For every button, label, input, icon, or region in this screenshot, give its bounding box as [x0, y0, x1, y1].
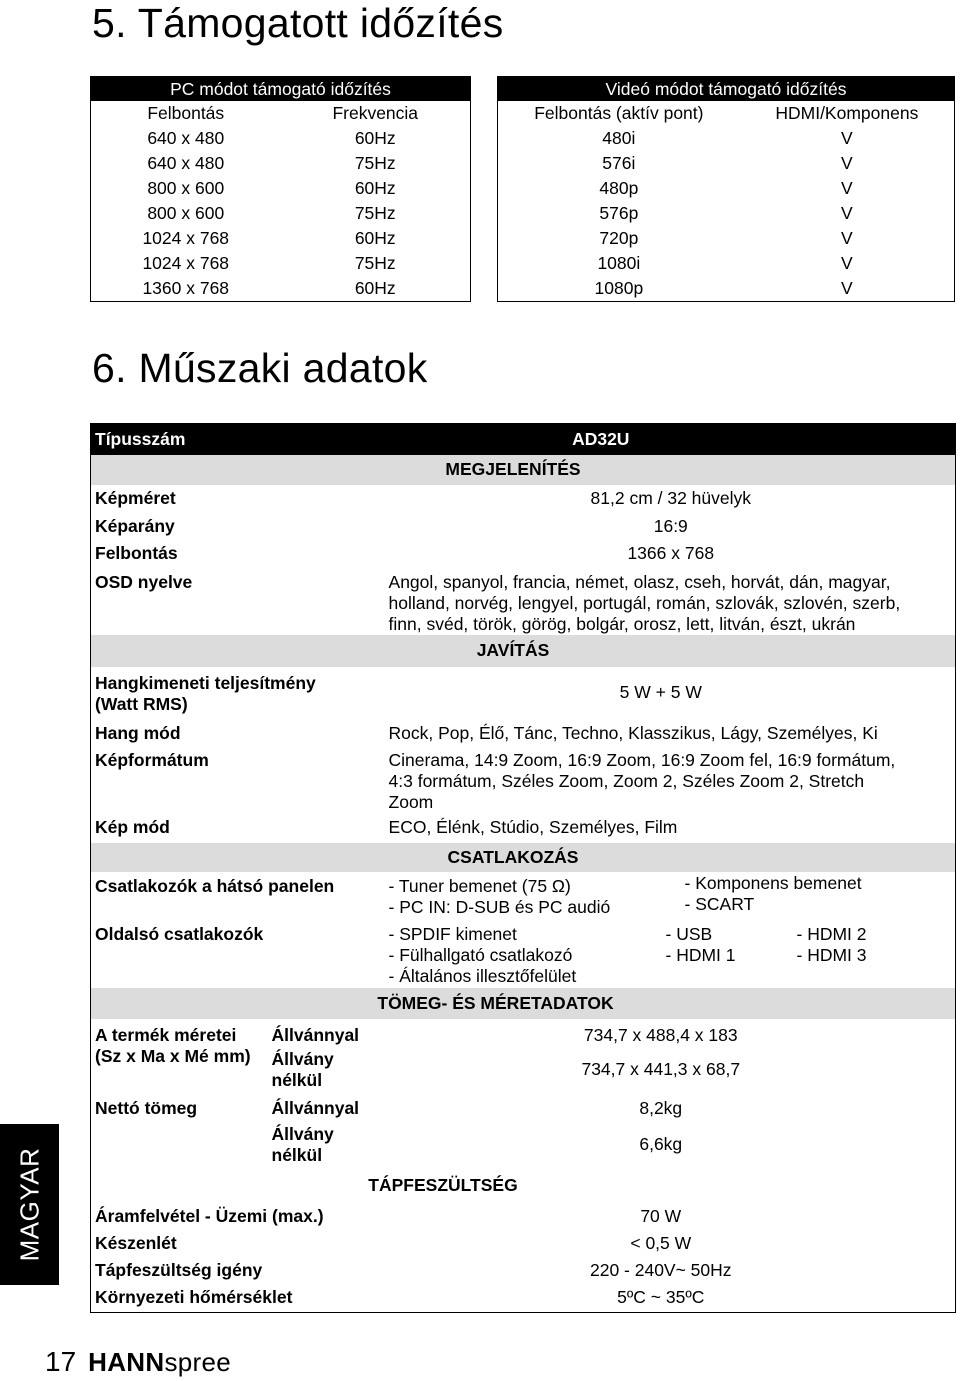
brand-logo	[88, 1347, 231, 1378]
standby-label: Készenlét	[95, 1232, 177, 1253]
supply-label: Tápfeszültség igény	[95, 1259, 263, 1280]
video-timing-table	[497, 76, 955, 302]
page-footer	[45, 1343, 231, 1381]
table-row	[91, 251, 471, 276]
video-table-title: Videó módot támogató időzítés	[498, 77, 955, 102]
table-cell: 60Hz	[354, 278, 396, 298]
table-cell: 640 x 480	[147, 128, 225, 148]
side-connector-item: - USB	[665, 923, 713, 944]
table-cell: 480p	[599, 178, 639, 198]
video-col-header: HDMI/Komponens	[775, 103, 919, 123]
section-repair: JAVÍTÁS	[476, 640, 550, 660]
table-row	[91, 226, 471, 251]
table-cell: 800 x 600	[147, 203, 225, 223]
power-on-value: 70 W	[640, 1205, 682, 1226]
model-label: Típusszám	[91, 424, 387, 455]
table-row	[91, 176, 471, 201]
table-row	[91, 126, 471, 151]
picture-format-line: 4:3 formátum, Széles Zoom, Zoom 2, Széles Zoom 2, Stretch	[388, 770, 865, 791]
weight-with-stand-label: Állvánnyal	[271, 1097, 360, 1118]
table-row	[91, 151, 471, 176]
rear-connector-item: - Tuner bemenet (75 Ω)	[388, 875, 571, 896]
table-cell: 1024 x 768	[142, 253, 230, 273]
weight-without-stand-label	[266, 1121, 387, 1169]
side-connector-item: - HDMI 3	[796, 944, 867, 965]
rear-connectors-label: Csatlakozók a hátsó panelen	[95, 875, 335, 896]
side-connector-item: - HDMI 1	[665, 944, 736, 965]
table-cell: V	[841, 253, 853, 273]
audio-output-label	[91, 667, 387, 719]
net-weight-label: Nettó tömeg	[95, 1097, 198, 1118]
dims-with-stand-label: Állvánnyal	[271, 1024, 360, 1045]
weight-with-stand-value: 8,2kg	[639, 1097, 683, 1118]
without-stand-line: nélkül	[271, 1069, 323, 1090]
side-connector-item: - HDMI 2	[796, 923, 867, 944]
section-display: MEGJELENÍTÉS	[445, 459, 581, 479]
table-row	[498, 176, 955, 201]
video-col-header: Felbontás (aktív pont)	[534, 103, 704, 123]
side-connector-item: - Általános illesztőfelület	[388, 965, 577, 986]
temperature-value: 5ºC ~ 35ºC	[617, 1286, 705, 1307]
temperature-label: Környezeti hőmérséklet	[95, 1286, 293, 1307]
section-power: TÁPFESZÜLTSÉG	[368, 1175, 518, 1195]
sound-mode-value: Rock, Pop, Élő, Tánc, Techno, Klasszikus, Lágy, Személyes, Ki	[388, 722, 878, 743]
table-cell: 60Hz	[354, 228, 396, 248]
table-cell: V	[841, 228, 853, 248]
table-cell: 1360 x 768	[142, 278, 230, 298]
supply-value: 220 - 240V~ 50Hz	[589, 1259, 732, 1280]
screen-size-value: 81,2 cm / 32 hüvelyk	[590, 487, 752, 508]
audio-output-label-line: (Watt RMS)	[95, 693, 188, 714]
osd-line: Angol, spanyol, francia, német, olasz, cseh, horvát, dán, magyar,	[388, 571, 891, 592]
table-cell: 60Hz	[354, 178, 396, 198]
table-cell: 480i	[602, 128, 636, 148]
table-cell: V	[841, 128, 853, 148]
pc-col-header: Frekvencia	[332, 103, 419, 123]
pc-col-header: Felbontás	[147, 103, 225, 123]
table-row	[498, 201, 955, 226]
model-value: AD32U	[387, 424, 956, 455]
section-title-specs: 6. Műszaki adatok	[92, 345, 428, 391]
side-connectors-value	[387, 920, 956, 988]
table-cell: 75Hz	[354, 253, 396, 273]
table-cell: 1080i	[597, 253, 641, 273]
osd-value	[387, 567, 956, 635]
table-row	[498, 151, 955, 176]
table-row	[498, 126, 955, 151]
pc-timing-table	[90, 76, 471, 302]
audio-output-value: 5 W + 5 W	[619, 682, 702, 702]
picture-format-label: Képformátum	[95, 749, 209, 770]
dims-without-stand-label	[266, 1046, 387, 1094]
dimensions-label	[91, 1019, 266, 1094]
section-connectors: CSATLAKOZÁS	[447, 846, 579, 867]
resolution-value: 1366 x 768	[627, 542, 715, 563]
table-row	[91, 276, 471, 302]
side-connector-item: - Fülhallgató csatlakozó	[388, 944, 573, 965]
dims-with-stand-value: 734,7 x 488,4 x 183	[583, 1024, 738, 1045]
pc-table-title: PC módot támogató időzítés	[91, 77, 471, 102]
table-row	[498, 226, 955, 251]
rear-connectors-value	[387, 872, 956, 920]
rear-connector-item: - SCART	[684, 893, 755, 914]
side-connectors-label: Oldalsó csatlakozók	[95, 923, 264, 944]
brand-light: spree	[164, 1346, 232, 1377]
table-cell: 640 x 480	[147, 153, 225, 173]
table-cell: 75Hz	[354, 153, 396, 173]
table-cell: V	[841, 278, 853, 298]
table-row	[498, 276, 955, 302]
picture-format-line: Zoom	[388, 791, 434, 812]
without-stand-line: nélkül	[271, 1144, 323, 1165]
rear-connector-item: - Komponens bemenet	[684, 872, 862, 893]
section-title-timing: 5. Támogatott időzítés	[92, 0, 504, 46]
table-cell: V	[841, 153, 853, 173]
sound-mode-label: Hang mód	[95, 722, 181, 743]
table-cell: 720p	[599, 228, 639, 248]
screen-size-label: Képméret	[95, 487, 176, 508]
spec-table	[90, 423, 956, 1313]
table-cell: 576p	[599, 203, 639, 223]
resolution-label: Felbontás	[95, 542, 178, 563]
table-cell: 1080p	[594, 278, 644, 298]
osd-line: finn, svéd, török, görög, bolgár, orosz, lett, litván, észt, ukrán	[388, 613, 856, 634]
side-connector-item: - SPDIF kimenet	[388, 923, 517, 944]
aspect-label: Képarány	[95, 515, 175, 536]
dims-without-stand-value: 734,7 x 441,3 x 68,7	[581, 1059, 741, 1079]
rear-connector-item: - PC IN: D-SUB és PC audió	[388, 896, 611, 917]
table-row	[498, 251, 955, 276]
section-weight-dimensions: TÖMEG- ÉS MÉRETADATOK	[377, 992, 614, 1013]
table-cell: 800 x 600	[147, 178, 225, 198]
picture-format-line: Cinerama, 14:9 Zoom, 16:9 Zoom, 16:9 Zoom fel, 16:9 formátum,	[388, 749, 896, 770]
picture-mode-value: ECO, Élénk, Stúdio, Személyes, Film	[388, 816, 678, 837]
brand-bold: HANN	[88, 1346, 165, 1377]
power-on-label: Áramfelvétel - Üzemi (max.)	[95, 1205, 324, 1226]
table-cell: V	[841, 178, 853, 198]
dimensions-label-line: (Sz x Ma x Mé mm)	[95, 1045, 251, 1066]
table-cell: 75Hz	[354, 203, 396, 223]
aspect-value: 16:9	[653, 515, 688, 536]
weight-without-stand-value: 6,6kg	[639, 1134, 683, 1154]
language-side-tab	[0, 1124, 59, 1285]
without-stand-line: Állvány	[271, 1123, 334, 1144]
table-cell: 60Hz	[354, 128, 396, 148]
picture-mode-label: Kép mód	[95, 816, 170, 837]
language-label: MAGYAR	[14, 1147, 45, 1262]
table-cell: 576i	[602, 153, 636, 173]
osd-label: OSD nyelve	[95, 571, 193, 592]
audio-output-label-line: Hangkimeneti teljesítmény	[95, 672, 316, 693]
osd-line: holland, norvég, lengyel, portugál, román, szlovák, szlovén, szerb,	[388, 592, 901, 613]
table-cell: V	[841, 203, 853, 223]
table-row	[91, 201, 471, 226]
dimensions-label-line: A termék méretei	[95, 1024, 237, 1045]
picture-format-value	[387, 746, 956, 813]
page-number: 17	[45, 1346, 77, 1377]
without-stand-line: Állvány	[271, 1048, 334, 1069]
table-cell: 1024 x 768	[142, 228, 230, 248]
standby-value: < 0,5 W	[630, 1232, 692, 1253]
